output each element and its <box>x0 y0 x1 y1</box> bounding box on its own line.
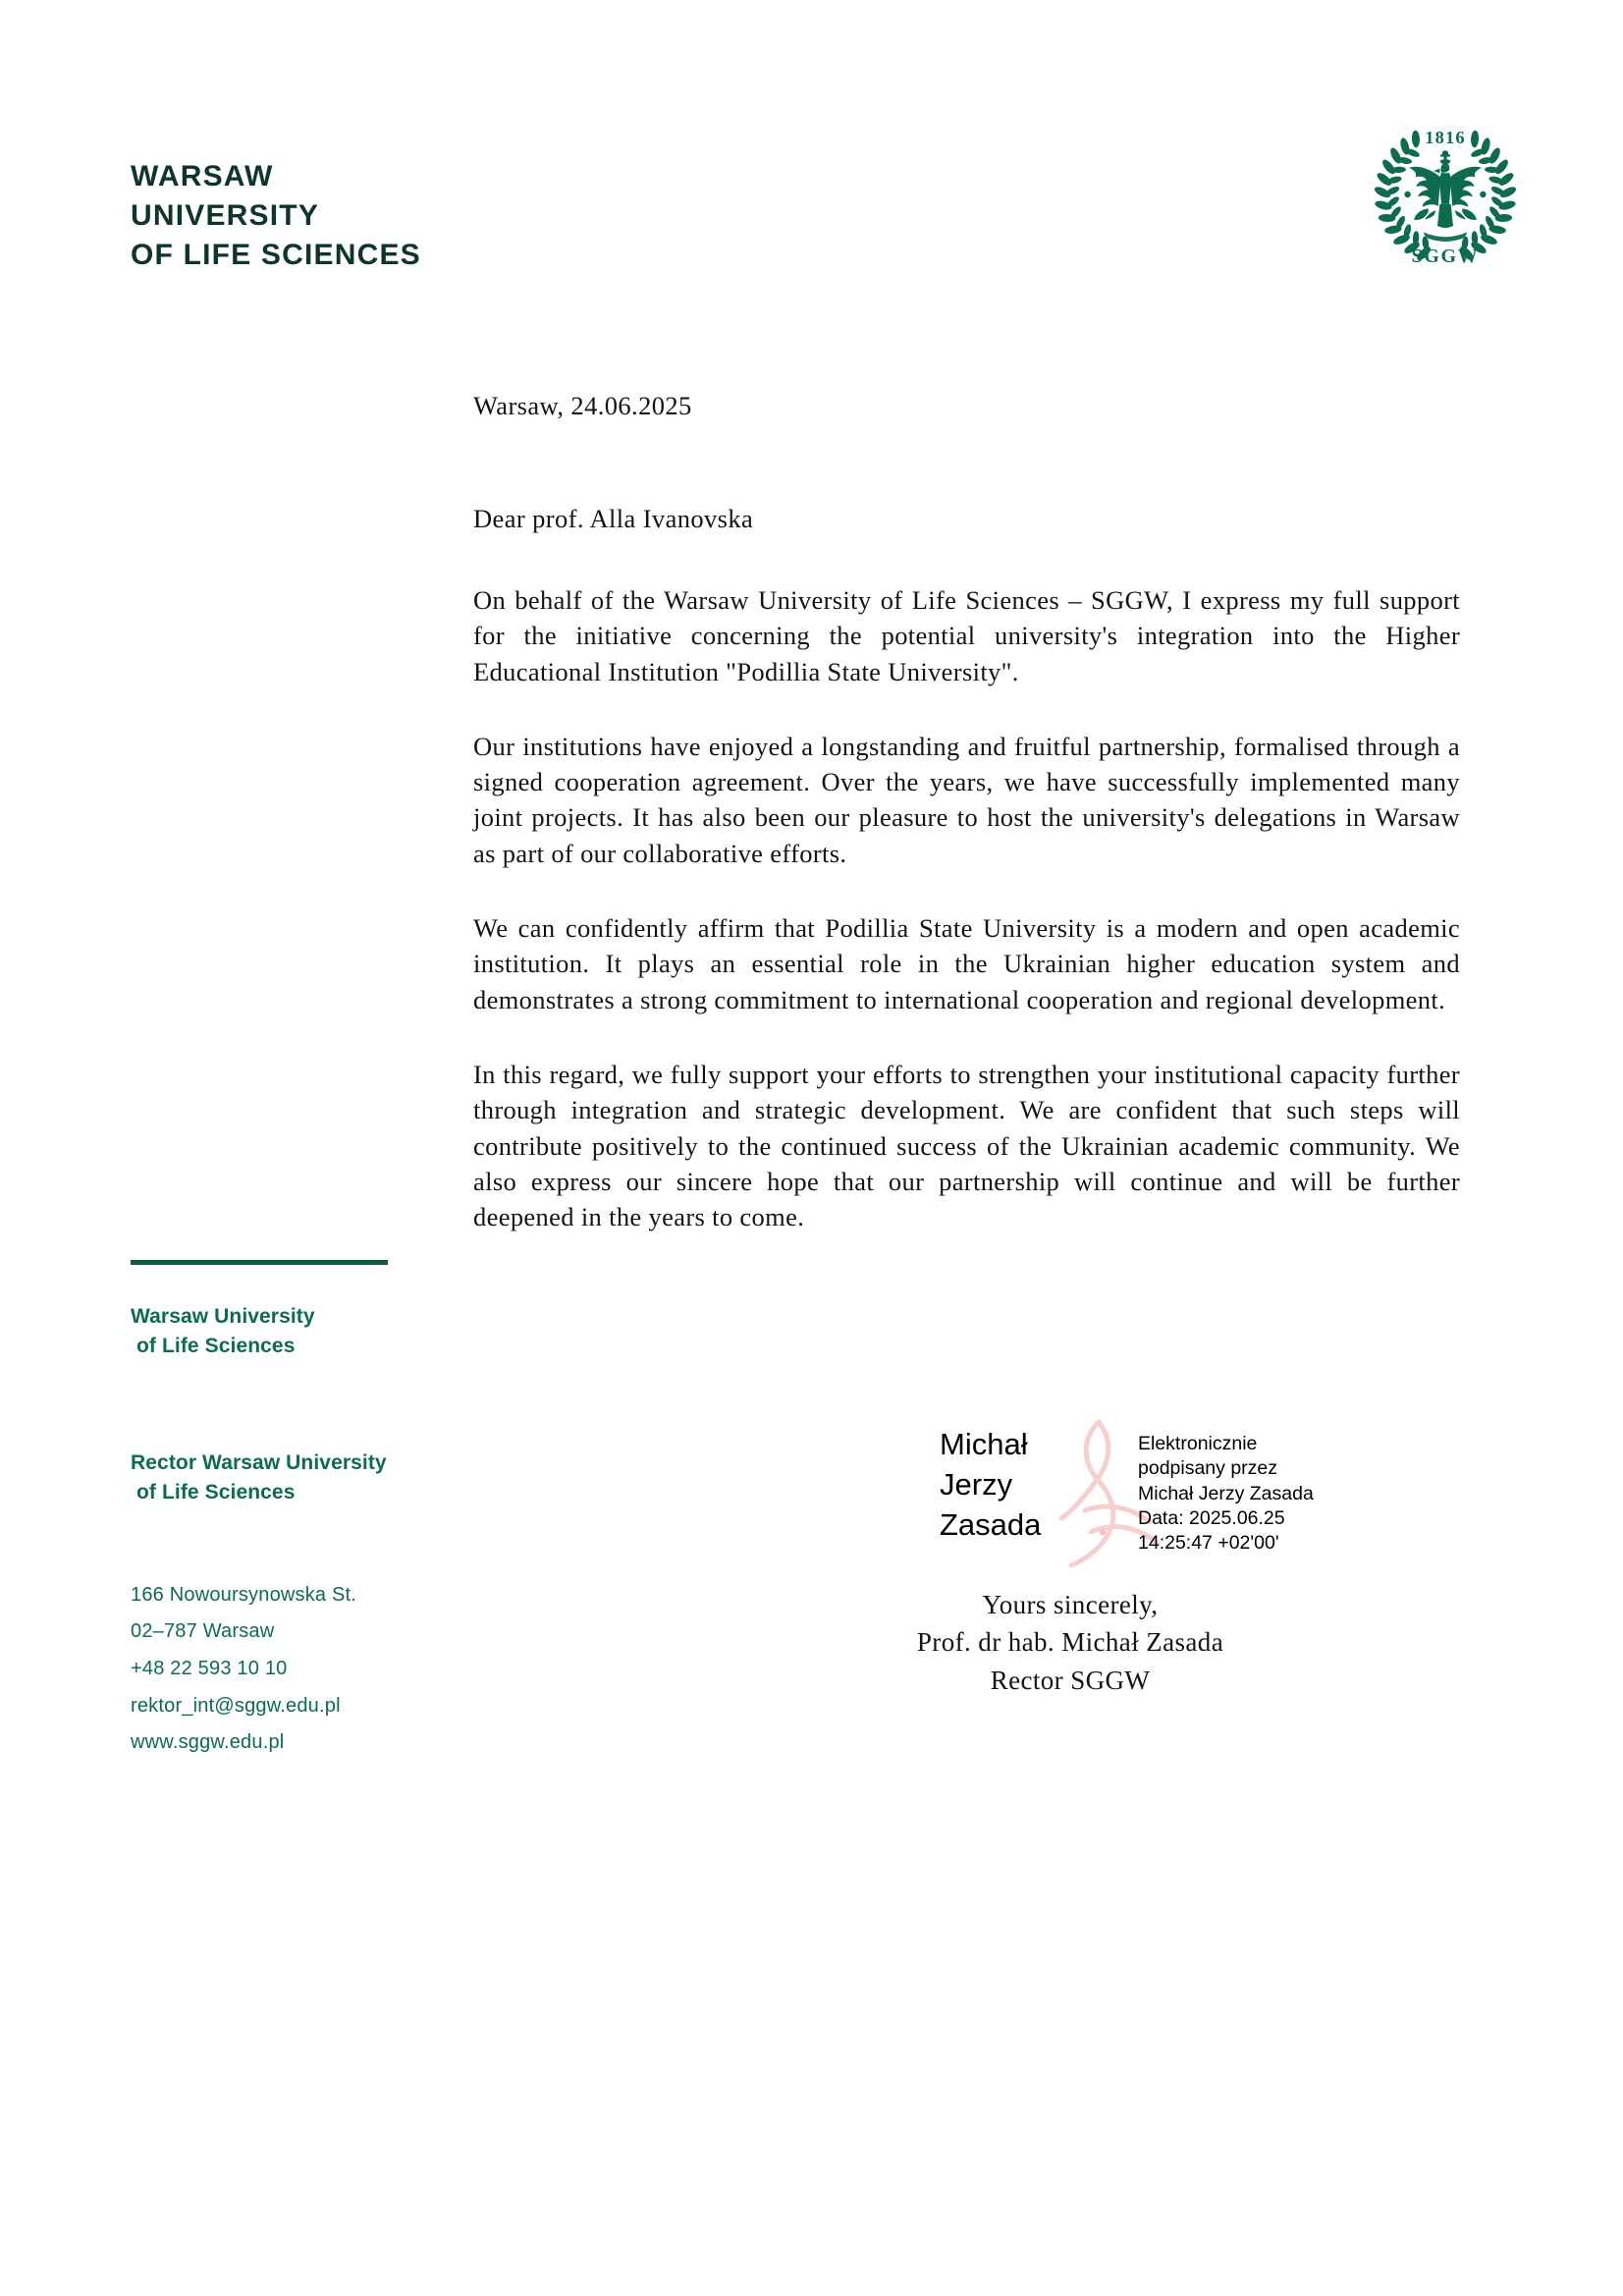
sidebar-contact-details <box>131 1577 464 1762</box>
letterhead-line-3: OF LIFE SCIENCES <box>131 238 421 271</box>
letter-paragraph: We can confidently affirm that Podillia State University is a modern and open academic institution. It plays an essential role in the Ukrainian higher education system and demonstrates a strong commitment to international cooperation and regional development. <box>473 913 1460 1014</box>
sidebar-org-line-1: Warsaw University <box>131 1305 315 1328</box>
sidebar-contact-block <box>131 1260 464 1762</box>
sidebar-address-street: 166 Nowoursynowska St. <box>131 1583 357 1606</box>
letter-paragraph: On behalf of the Warsaw University of Life Sciences – SGGW, I express my full support for the initiative concerning the potential university's integration into the Higher Educational Institution "Podillia State University". <box>473 585 1460 686</box>
closing-signer-name: Prof. dr hab. Michał Zasada <box>916 1627 1224 1658</box>
sidebar-role <box>131 1449 464 1508</box>
signature-name <box>940 1424 1041 1546</box>
letter-closing <box>815 1586 1325 1699</box>
letterhead-wordmark <box>131 157 421 275</box>
signature-meta-time: 14:25:47 +02'00' <box>1138 1532 1279 1555</box>
letterhead-line-2: UNIVERSITY <box>131 198 320 232</box>
sidebar-role-line-2: of Life Sciences <box>136 1481 296 1504</box>
sidebar-website[interactable]: www.sggw.edu.pl <box>131 1731 285 1754</box>
signature-name-line-3: Zasada <box>940 1507 1042 1543</box>
sidebar-address-city: 02–787 Warsaw <box>131 1620 275 1643</box>
signature-meta-date: Data: 2025.06.25 <box>1138 1507 1285 1530</box>
sidebar-organisation <box>131 1302 464 1362</box>
letter-salutation: Dear prof. Alla Ivanovska <box>473 503 754 533</box>
letter-body <box>473 393 1460 1234</box>
closing-signer-title: Rector SGGW <box>990 1665 1151 1695</box>
crest-year-text: 1816 <box>1425 128 1466 147</box>
signature-metadata <box>1138 1432 1314 1557</box>
electronic-signature-stamp <box>940 1424 1323 1561</box>
letterhead-line-1: WARSAW <box>131 160 274 192</box>
letter-paragraph: Our institutions have enjoyed a longstanding and fruitful partnership, formalised through a signed cooperation agreement. Over the years, we have successfully implemented many joint projects. It has also been our pleasure to host the university's delegations in Warsaw as part of our collaborative efforts. <box>473 731 1460 868</box>
sidebar-divider <box>131 1260 388 1265</box>
sidebar-role-line-1: Rector Warsaw University <box>131 1450 387 1474</box>
signature-meta-line-1: Elektronicznie <box>1138 1433 1258 1454</box>
closing-salutation: Yours sincerely, <box>982 1590 1159 1619</box>
sidebar-phone[interactable]: +48 22 593 10 10 <box>131 1657 288 1679</box>
signature-meta-line-3: Michał Jerzy Zasada <box>1138 1482 1314 1504</box>
signature-name-line-1: Michał <box>940 1427 1028 1461</box>
sidebar-org-line-2: of Life Sciences <box>136 1335 296 1358</box>
letter-paragraph: In this regard, we fully support your efforts to strengthen your institutional capacity further through integration and strategic development. We are confident that such steps will contribute positively to the continued success of the Ukrainian academic community. We also express our sincere hope that our partnership will continue and will be further deepened in the years to come. <box>473 1059 1460 1232</box>
signature-meta-line-2: podpisany przez <box>1138 1457 1278 1480</box>
signature-name-line-2: Jerzy <box>940 1467 1013 1503</box>
university-crest-icon <box>1367 116 1524 273</box>
letter-date: Warsaw, 24.06.2025 <box>473 391 692 420</box>
crest-acronym-text: SGGW <box>1411 245 1480 267</box>
sidebar-email[interactable]: rektor_int@sggw.edu.pl <box>131 1694 341 1717</box>
